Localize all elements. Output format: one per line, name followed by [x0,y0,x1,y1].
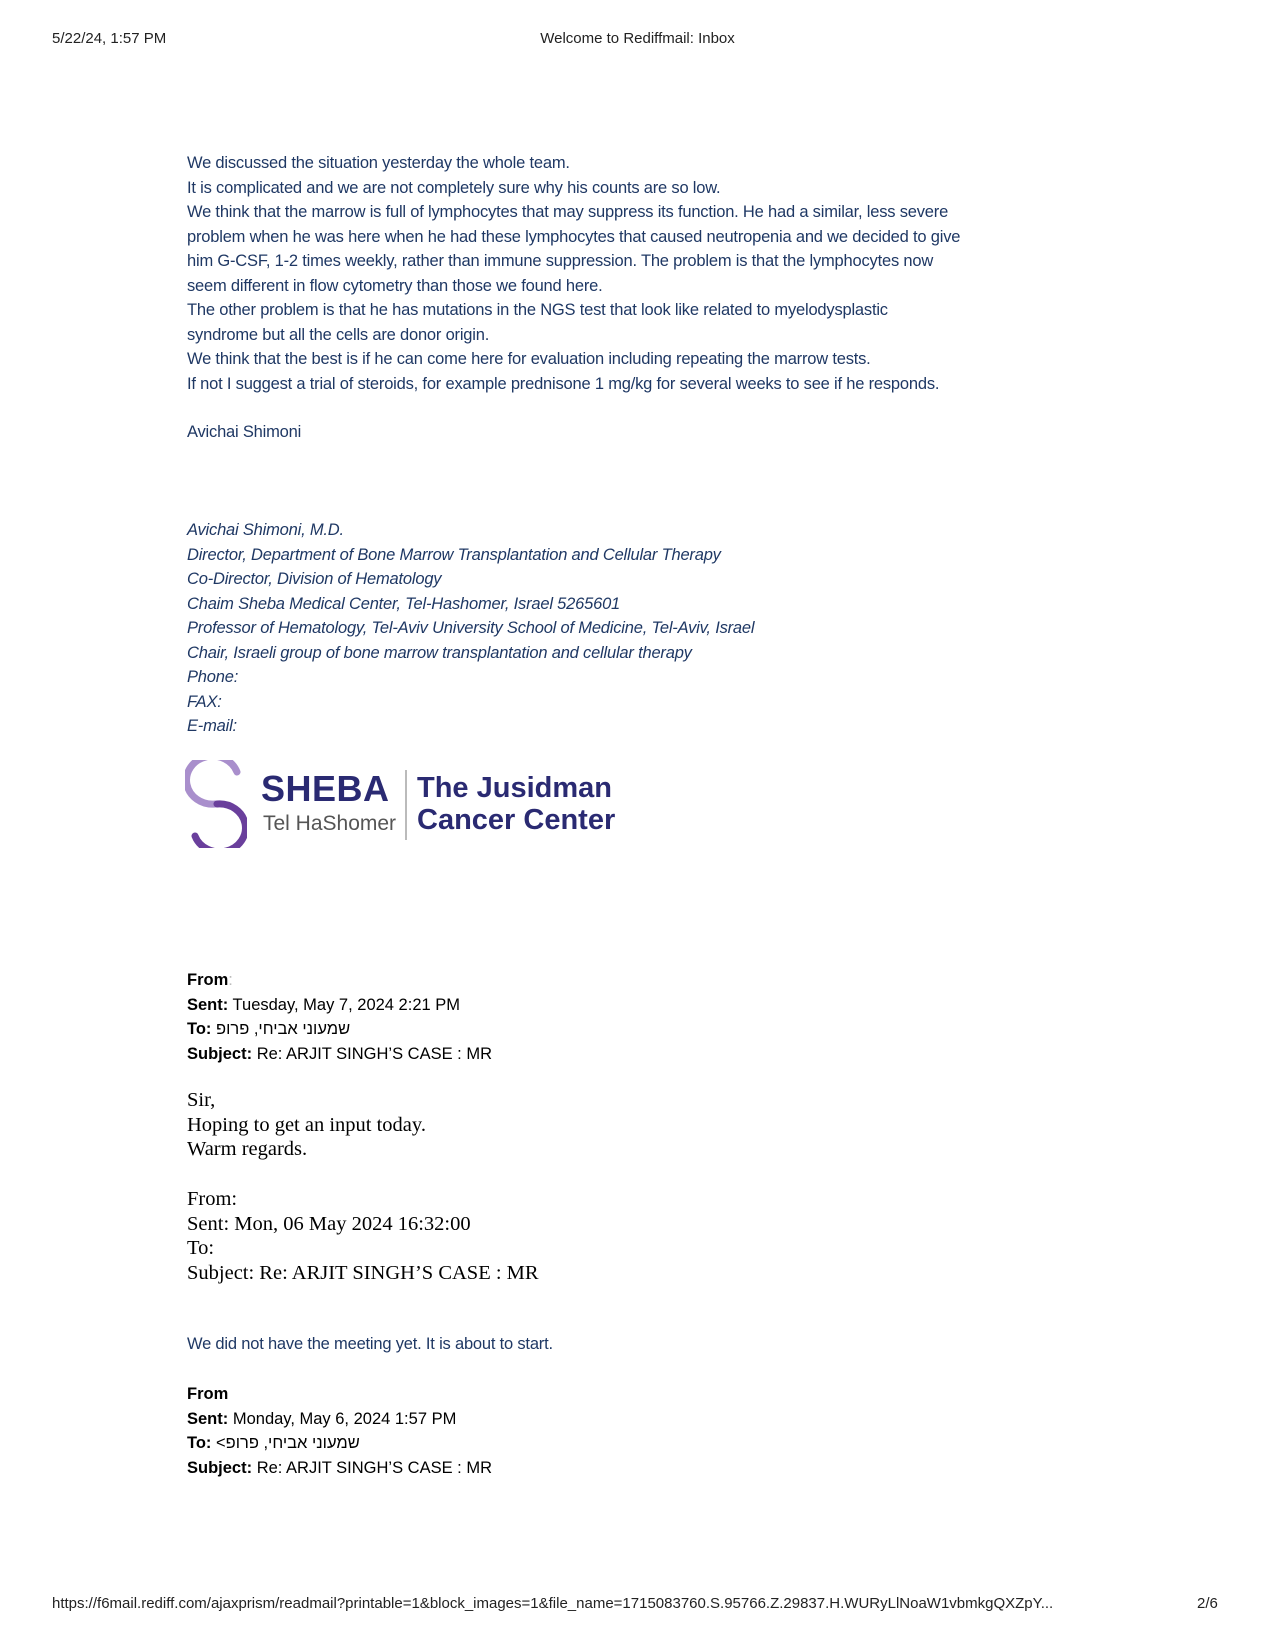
signature-phone: Phone: [187,668,239,686]
to-value: שמעוני אביחי, פרופ> [216,1434,360,1452]
reply-line: Sir, [187,1089,216,1111]
message-body [187,151,1087,396]
signer-name: Avichai Shimoni [187,423,302,441]
reply-2: We did not have the meeting yet. It is about to start. [187,1335,553,1353]
logo-divider [405,770,407,840]
body-line: The other problem is that he has mutations in the NGS test that look like related to myelodysplastic [187,301,888,319]
page-title: Welcome to Rediffmail: Inbox [540,30,735,47]
sent-row [187,993,492,1018]
sent-label: Sent: [187,995,229,1014]
reply-line: Warm regards. [187,1138,308,1160]
signature-fax: FAX: [187,692,222,711]
to-value: שמעוני אביחי, פרופ [216,1020,351,1038]
to-row [187,1431,492,1456]
body-line: We think that the best is if he can come here for evaluation including repeating the marrow tests. [187,350,871,368]
from-label: From [187,1385,229,1403]
reply-1 [187,1088,426,1162]
sent-row [187,1407,492,1432]
to-label: To: [187,1434,212,1452]
subject-row [187,1042,492,1067]
quoted-header-3 [187,1382,492,1480]
from-row [187,968,492,993]
reply-line: Hoping to get an input today. [187,1113,426,1136]
subject-value: Re: ARJIT SINGH’S CASE : MR [256,1458,493,1477]
signature-line: Chair, Israeli group of bone marrow transplantation and cellular therapy [187,643,692,662]
logo-sheba-text: SHEBA [261,768,390,809]
print-header [0,30,1275,50]
sent-value: Monday, May 6, 2024 1:57 PM [232,1409,457,1428]
print-footer [0,1595,1275,1615]
page-number: 2/6 [1197,1595,1218,1612]
to-row: To: [187,1237,215,1259]
sent-label: Sent: [187,1409,229,1428]
from-label: From [187,971,229,989]
subject-label: Subject: [187,1458,253,1477]
body-line: problem when he was here when he had these lymphocytes that caused neutropenia and we decided to give [187,227,961,246]
signature-email: E-mail: [187,717,237,735]
quoted-header-1 [187,968,492,1066]
from-row: From: [187,1188,238,1210]
page-url: https://f6mail.rediff.com/ajaxprism/readmail?printable=1&block_images=1&file_name=1715083760.S.95766.Z.29837.H.WURyLlNoaW1vbmkgQXZpY... [52,1595,1054,1612]
subject-value: Re: ARJIT SINGH’S CASE : MR [256,1044,493,1063]
signature-name: Avichai Shimoni, M.D. [187,521,344,539]
body-line: seem different in flow cytometry than those we found here. [187,276,603,295]
logo-center-line2: Cancer Center [417,804,616,836]
body-line: him G-CSF, 1-2 times weekly, rather than immune suppression. The problem is that the lymphocytes now [187,252,934,270]
sent-row: Sent: Mon, 06 May 2024 16:32:00 [187,1212,471,1235]
body-line: We think that the marrow is full of lymphocytes that may suppress its function. He had a similar, less severe [187,203,949,221]
subject-row: Subject: Re: ARJIT SINGH’S CASE : MR [187,1261,539,1284]
from-value: : [228,971,233,989]
body-line: If not I suggest a trial of steroids, for example prednisone 1 mg/kg for several weeks to see if he responds. [187,374,940,393]
body-line: It is complicated and we are not completely sure why his counts are so low. [187,178,721,197]
signature-line: Chaim Sheba Medical Center, Tel-Hashomer, Israel 5265601 [187,594,621,613]
body-line: We discussed the situation yesterday the whole team. [187,154,570,172]
quoted-header-2 [187,1187,539,1285]
to-label: To: [187,1020,212,1038]
from-row [187,1382,492,1407]
to-row [187,1017,492,1042]
sheba-s-logo-icon [185,760,247,848]
signature-line: Professor of Hematology, Tel-Aviv University School of Medicine, Tel-Aviv, Israel [187,619,755,637]
subject-label: Subject: [187,1044,253,1063]
sent-value: Tuesday, May 7, 2024 2:21 PM [232,995,461,1014]
signature-line: Director, Department of Bone Marrow Transplantation and Cellular Therapy [187,545,721,564]
signature-line: Co-Director, Division of Hematology [187,570,442,588]
subject-row [187,1456,492,1481]
email-signature [187,518,754,739]
logo-center-line1: The Jusidman [417,772,612,804]
body-line: syndrome but all the cells are donor origin. [187,325,490,344]
print-date: 5/22/24, 1:57 PM [52,30,167,47]
sheba-logo [185,760,625,850]
logo-subname: Tel HaShomer [263,812,397,835]
